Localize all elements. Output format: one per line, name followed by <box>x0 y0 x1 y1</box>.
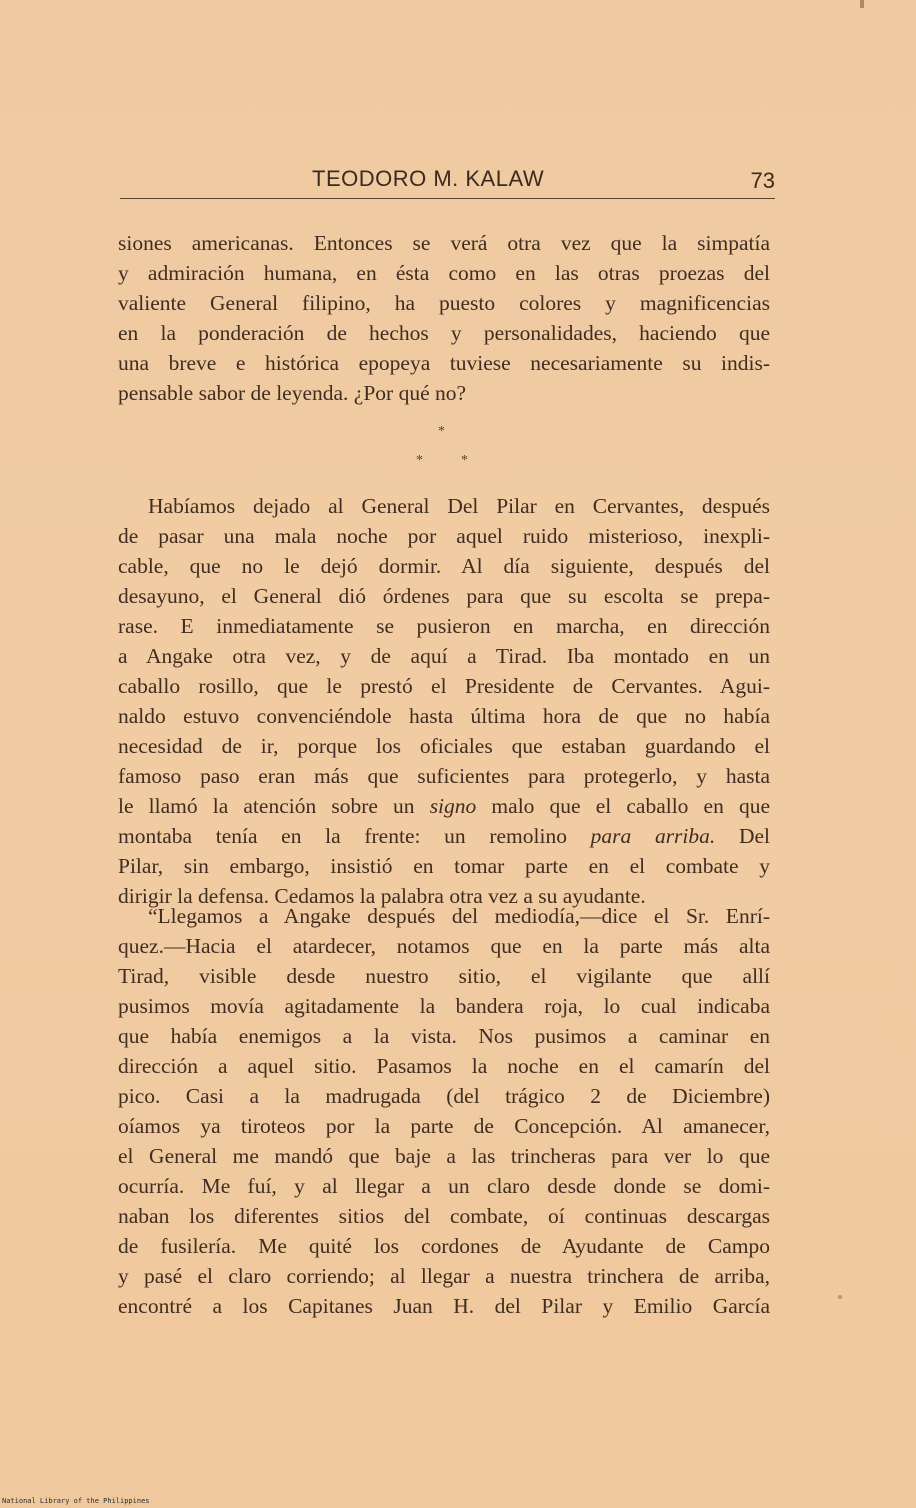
text-line: famoso paso eran más que suficientes para protegerlo, y hasta <box>118 764 770 788</box>
asterisk: * <box>461 453 468 468</box>
text-line: Tirad, visible desde nuestro sitio, el vigilante que allí <box>118 964 770 988</box>
text-line: a Angake otra vez, y de aquí a Tirad. Iba montado en un <box>118 644 770 668</box>
footer-credit: National Library of the Philippines <box>2 1497 150 1505</box>
asterisk: * <box>416 453 423 468</box>
italic-phrase: para arriba. <box>590 824 716 848</box>
text-line: pico. Casi a la madrugada (del trágico 2 de Diciembre) <box>118 1084 770 1108</box>
section-separator <box>0 422 916 482</box>
text-line: ocurría. Me fuí, y al llegar a un claro desde donde se domi- <box>118 1174 770 1198</box>
text-line: dirigir la defensa. Cedamos la palabra otra vez a su ayudante. <box>118 884 646 908</box>
text-line: y admiración humana, en ésta como en las otras proezas del <box>118 261 770 285</box>
text-line <box>118 791 770 821</box>
text-line <box>118 821 770 851</box>
asterisk: * <box>438 424 445 439</box>
text-line: pensable sabor de leyenda. ¿Por qué no? <box>118 381 467 405</box>
text-segment: malo que el caballo en que <box>491 794 771 818</box>
text-line: necesidad de ir, porque los oficiales que estaban guardando el <box>118 734 770 758</box>
running-head <box>120 164 775 199</box>
text-line: en la ponderación de hechos y personalidades, haciendo que <box>118 321 770 345</box>
paragraph-3 <box>118 901 770 1321</box>
text-line: valiente General filipino, ha puesto colores y magnificencias <box>118 291 770 315</box>
text-line: oíamos ya tiroteos por la parte de Concepción. Al amanecer, <box>118 1114 770 1138</box>
text-line: rase. E inmediatamente se pusieron en marcha, en dirección <box>118 614 770 638</box>
text-line: siones americanas. Entonces se verá otra vez que la simpatía <box>118 231 770 255</box>
paragraph-1 <box>118 228 770 408</box>
text-line: caballo rosillo, que le prestó el Presidente de Cervantes. Agui- <box>118 674 770 698</box>
text-line: encontré a los Capitanes Juan H. del Pilar y Emilio García <box>118 1294 770 1318</box>
text-segment: Del <box>738 824 771 848</box>
paragraph-2 <box>118 491 770 911</box>
italic-word: signo <box>429 794 477 818</box>
text-line: dirección a aquel sitio. Pasamos la noche en el camarín del <box>118 1054 770 1078</box>
running-head-title: TEODORO M. KALAW <box>312 166 545 191</box>
text-line: y pasé el claro corriendo; al llegar a nuestra trinchera de arriba, <box>118 1264 770 1288</box>
text-line: pusimos movía agitadamente la bandera roja, lo cual indicaba <box>118 994 770 1018</box>
text-segment: le llamó la atención sobre un <box>118 794 415 818</box>
text-line: “Llegamos a Angake después del mediodía,—dice el Sr. Enrí- <box>148 904 770 928</box>
text-line: Habíamos dejado al General Del Pilar en Cervantes, después <box>148 494 770 518</box>
text-line: una breve e histórica epopeya tuviese necesariamente su indis- <box>118 351 770 375</box>
text-line: naban los diferentes sitios del combate, oí continuas descargas <box>118 1204 770 1228</box>
scan-speck <box>838 1295 842 1299</box>
text-line: Pilar, sin embargo, insistió en tomar parte en el combate y <box>118 854 770 878</box>
text-line: quez.—Hacia el atardecer, notamos que en la parte más alta <box>118 934 770 958</box>
scan-speck <box>860 0 864 8</box>
text-line: desayuno, el General dió órdenes para que su escolta se prepa- <box>118 584 770 608</box>
text-line: el General me mandó que baje a las trincheras para ver lo que <box>118 1144 770 1168</box>
text-segment: montaba tenía en la frente: un remolino <box>118 824 567 848</box>
text-line: cable, que no le dejó dormir. Al día siguiente, después del <box>118 554 770 578</box>
text-line: naldo estuvo convenciéndole hasta última hora de que no había <box>118 704 770 728</box>
text-line: de pasar una mala noche por aquel ruido misterioso, inexpli- <box>118 524 770 548</box>
page-number: 73 <box>750 168 775 193</box>
text-line: que había enemigos a la vista. Nos pusimos a caminar en <box>118 1024 770 1048</box>
text-line: de fusilería. Me quité los cordones de Ayudante de Campo <box>118 1234 770 1258</box>
